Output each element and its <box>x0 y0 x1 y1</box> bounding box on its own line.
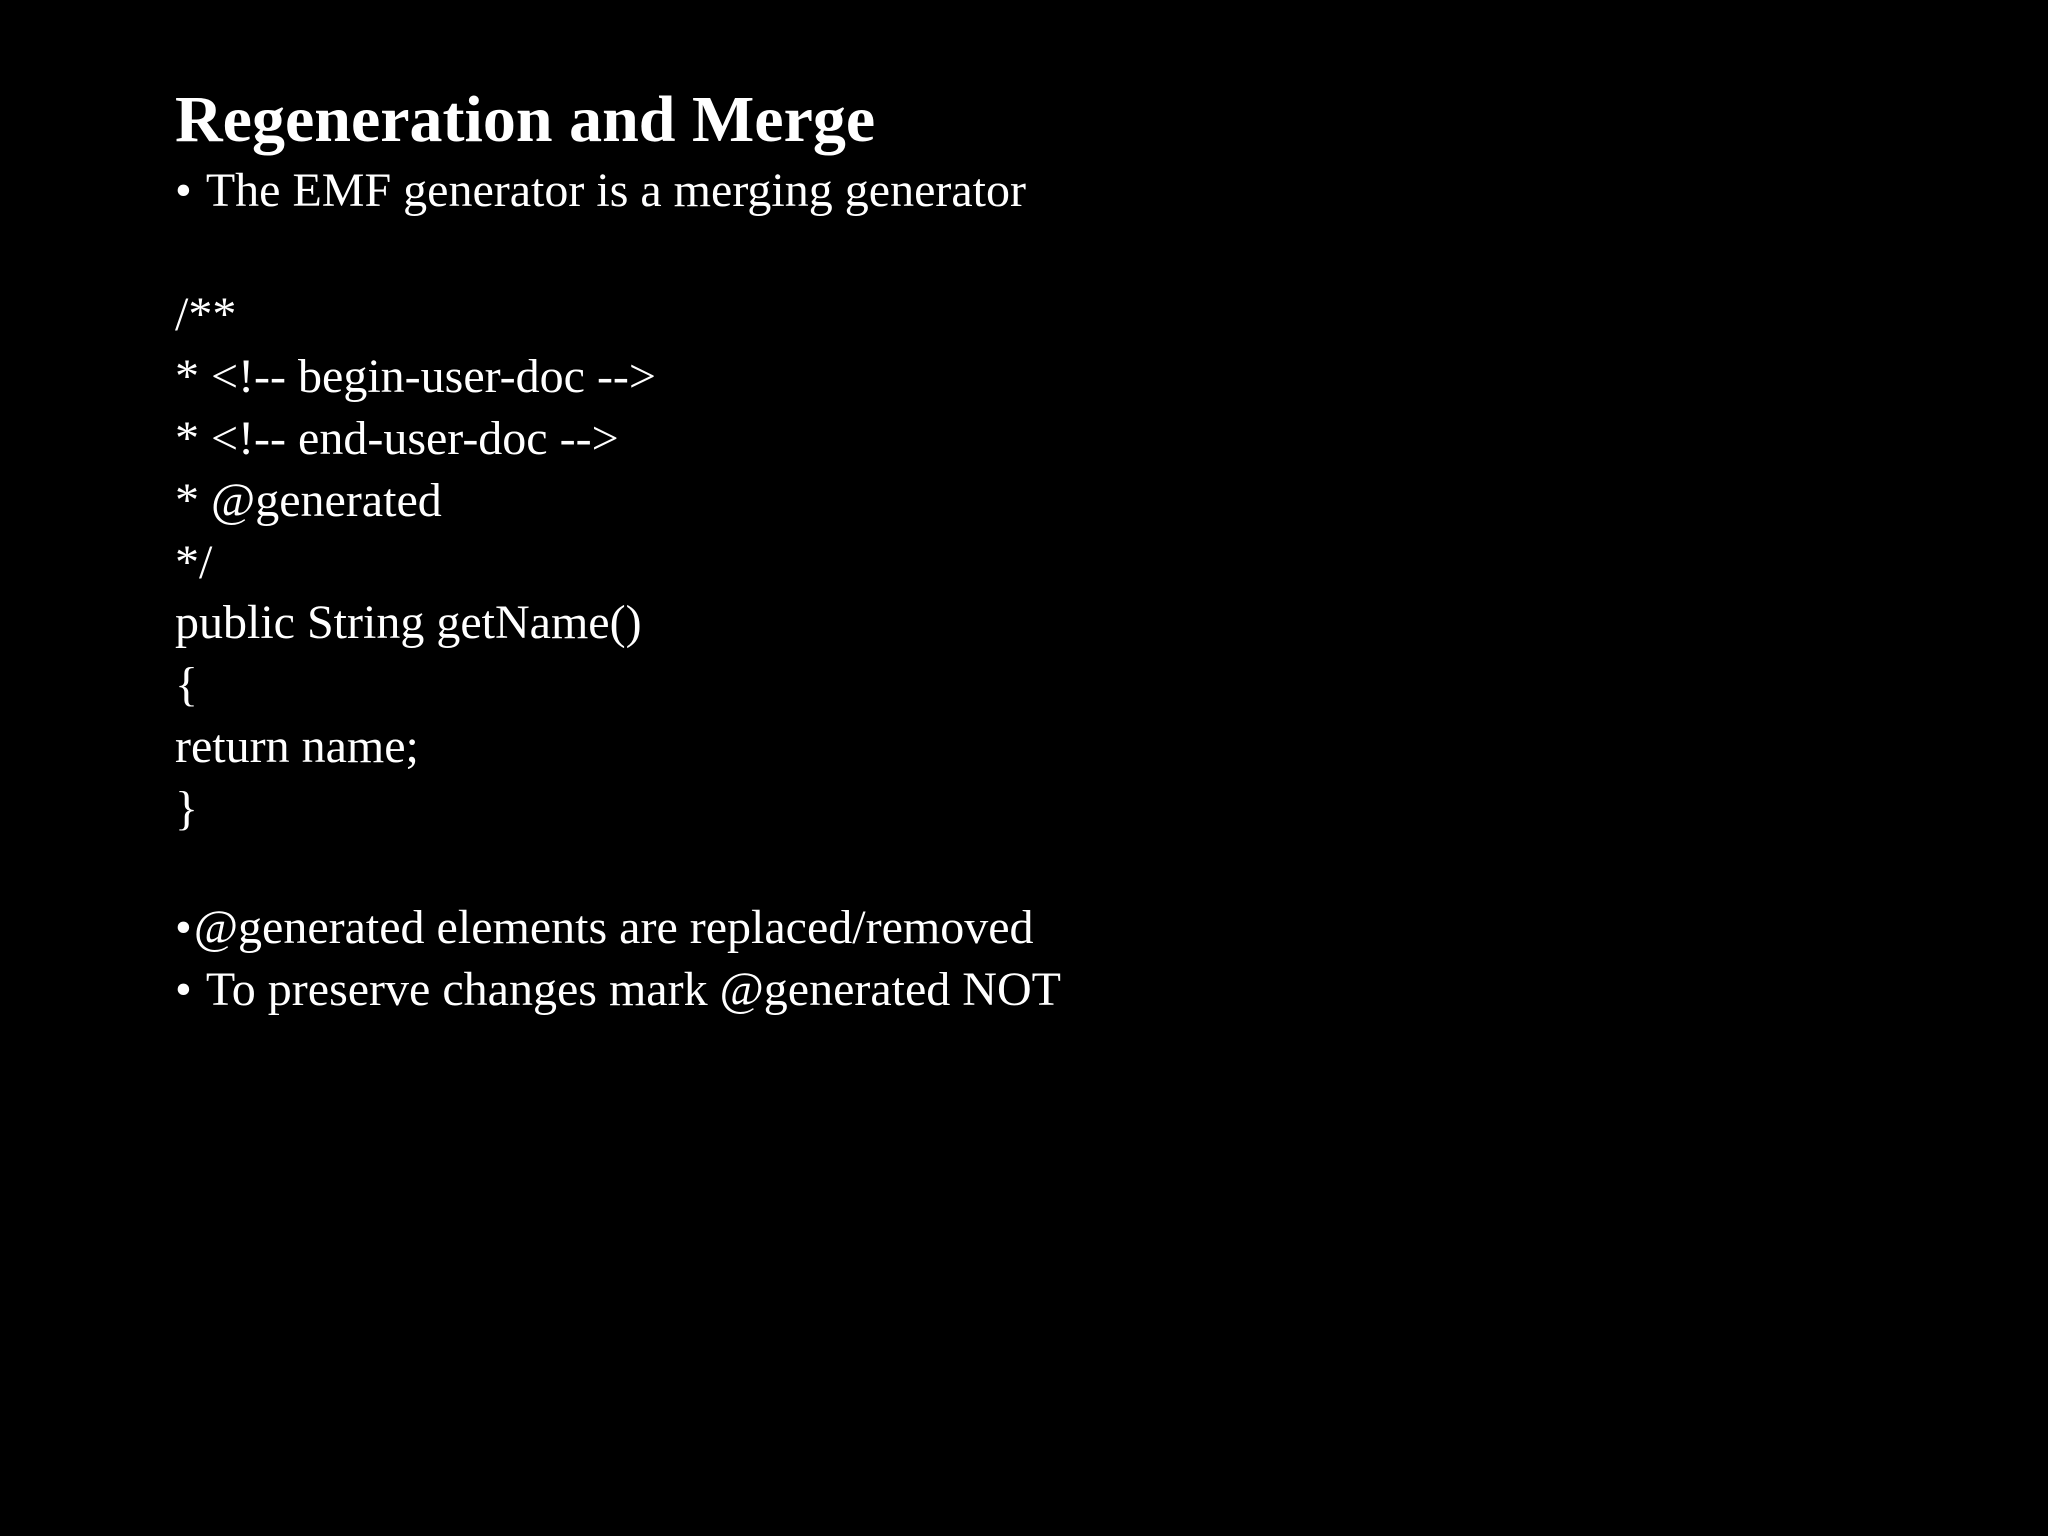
bullet-preserve-changes <box>175 959 1061 1021</box>
code-line-1: /** <box>175 288 237 341</box>
code-line-3: * <!-- end-user-doc --> <box>175 412 619 465</box>
intro-bullet <box>175 160 1026 222</box>
code-line-9: } <box>175 782 199 835</box>
bullet-icon: • <box>175 963 192 1016</box>
slide-title: Regeneration and Merge <box>175 83 876 156</box>
bullet-preserve-changes-text: To preserve changes mark @generated NOT <box>205 963 1061 1016</box>
code-line-2: * <!-- begin-user-doc --> <box>175 350 656 403</box>
code-line-6: public String getName() <box>175 596 642 649</box>
bullet-icon: • <box>175 901 192 954</box>
code-line-8: return name; <box>175 720 419 773</box>
bullet-generated-replaced-text: @generated elements are replaced/removed <box>193 901 1034 954</box>
code-line-4: * @generated <box>175 474 442 527</box>
intro-bullet-text: The EMF generator is a merging generator <box>205 164 1026 217</box>
bullet-generated-replaced <box>175 897 1034 959</box>
code-line-5: */ <box>175 536 213 589</box>
bullet-icon: • <box>175 164 192 217</box>
code-line-7: { <box>175 658 199 711</box>
